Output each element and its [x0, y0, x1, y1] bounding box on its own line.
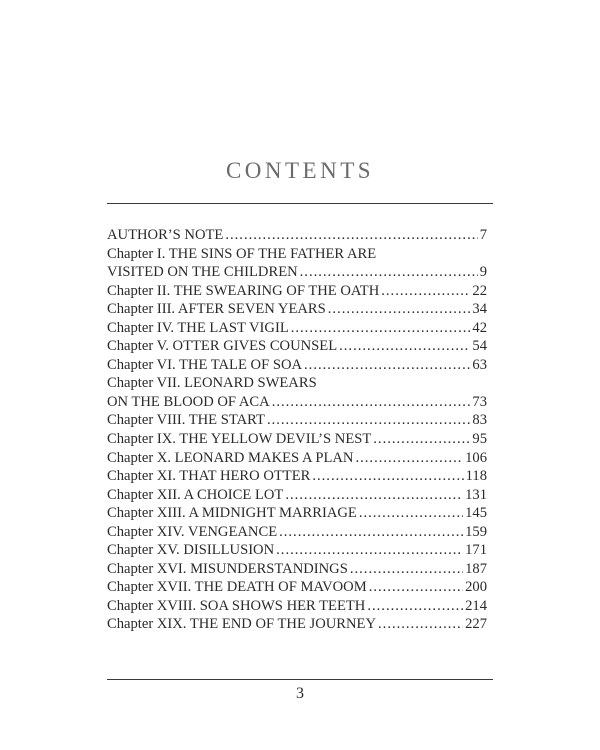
- toc-entry-page: 131: [465, 486, 487, 503]
- toc-entry-page: 118: [465, 468, 487, 485]
- toc-entry: [107, 449, 487, 468]
- toc-entry-page: 63: [472, 356, 487, 373]
- toc-entry: [107, 393, 487, 412]
- toc-entry: [107, 504, 487, 523]
- toc-line: [107, 337, 487, 356]
- toc-line: [107, 560, 487, 579]
- toc-entry-title: Chapter VII. LEONARD SWEARS: [107, 375, 317, 392]
- toc-line: [107, 393, 487, 412]
- table-of-contents: [107, 226, 487, 634]
- toc-entry: [107, 486, 487, 505]
- toc-entry-page: 42: [472, 319, 487, 336]
- dot-leader: [339, 337, 470, 356]
- toc-entry-page: 145: [465, 505, 487, 522]
- toc-line: [107, 467, 487, 486]
- toc-line: [107, 430, 487, 449]
- toc-entry: [107, 597, 487, 616]
- toc-entry: [107, 467, 487, 486]
- toc-line: [107, 541, 487, 560]
- toc-line: [107, 504, 487, 523]
- toc-entry: [107, 430, 487, 449]
- toc-line: [107, 615, 487, 634]
- toc-entry-title: AUTHOR’S NOTE: [107, 227, 224, 243]
- toc-entry-title: Chapter XII. A CHOICE LOT: [107, 486, 284, 503]
- toc-entry-title: Chapter XVIII. SOA SHOWS HER TEETH: [107, 597, 366, 614]
- toc-entry-page: 73: [472, 393, 487, 410]
- toc-entry-page: 22: [472, 282, 487, 299]
- toc-entry: [107, 282, 487, 301]
- page-title: CONTENTS: [225, 158, 375, 183]
- toc-entry: [107, 300, 487, 319]
- toc-entry-page: 7: [479, 227, 487, 243]
- toc-entry-title: Chapter IX. THE YELLOW DEVIL’S NEST: [107, 431, 372, 448]
- toc-entry-title: Chapter X. LEONARD MAKES A PLAN: [107, 449, 354, 466]
- toc-entry: [107, 615, 487, 634]
- dot-leader: [279, 523, 463, 542]
- toc-entry: [107, 411, 487, 430]
- toc-entry-title: Chapter XIII. A MIDNIGHT MARRIAGE: [107, 505, 357, 522]
- toc-entry-title: Chapter II. THE SWEARING OF THE OATH: [107, 282, 380, 299]
- dot-leader: [381, 282, 470, 301]
- toc-entry-title: Chapter IV. THE LAST VIGIL: [107, 319, 289, 336]
- dot-leader: [378, 615, 463, 634]
- toc-entry-page: 95: [472, 431, 487, 448]
- dot-leader: [225, 226, 477, 245]
- toc-entry: [107, 337, 487, 356]
- toc-line: [107, 597, 487, 616]
- toc-entry: [107, 319, 487, 338]
- toc-entry-title: ON THE BLOOD OF ACA: [107, 393, 270, 410]
- toc-entry-page: 83: [472, 412, 487, 429]
- dot-leader: [285, 486, 463, 505]
- toc-line: [107, 411, 487, 430]
- page-number: 3: [296, 685, 304, 702]
- toc-entry-title: Chapter XVII. THE DEATH OF MAVOOM: [107, 579, 367, 596]
- dot-leader: [367, 597, 463, 616]
- dot-leader: [328, 300, 471, 319]
- toc-entry-page: 34: [472, 301, 487, 318]
- dot-leader: [267, 411, 470, 430]
- dot-leader: [304, 356, 470, 375]
- toc-entry-title: Chapter V. OTTER GIVES COUNSEL: [107, 338, 338, 355]
- toc-entry-title: Chapter XI. THAT HERO OTTER: [107, 468, 311, 485]
- toc-line: [107, 263, 487, 282]
- bottom-rule: [107, 679, 493, 680]
- toc-entry-title: Chapter VIII. THE START: [107, 412, 265, 429]
- toc-entry-title: Chapter XIX. THE END OF THE JOURNEY: [107, 616, 377, 633]
- toc-line: [107, 319, 487, 338]
- dot-leader: [369, 578, 463, 597]
- toc-entry-title: VISITED ON THE CHILDREN: [107, 264, 298, 281]
- dot-leader: [373, 430, 470, 449]
- toc-line: [107, 300, 487, 319]
- toc-entry-page: 214: [465, 597, 487, 614]
- dot-leader: [355, 449, 463, 468]
- toc-entry: [107, 523, 487, 542]
- dot-leader: [272, 393, 471, 412]
- toc-entry-page: 54: [472, 338, 487, 355]
- toc-entry-page: 9: [479, 264, 487, 281]
- toc-entry: [107, 578, 487, 597]
- toc-entry-title: Chapter III. AFTER SEVEN YEARS: [107, 301, 326, 318]
- toc-entry-title: Chapter VI. THE TALE OF SOA: [107, 356, 303, 373]
- toc-entry-title: Chapter XVI. MISUNDERSTANDINGS: [107, 560, 348, 577]
- toc-entry: [107, 560, 487, 579]
- toc-entry-title: Chapter XIV. VENGEANCE: [107, 523, 278, 540]
- toc-entry: [107, 374, 487, 393]
- toc-entry: [107, 356, 487, 375]
- toc-line: [107, 282, 487, 301]
- dot-leader: [350, 560, 463, 579]
- toc-entry-page: 159: [465, 523, 487, 540]
- toc-line: [107, 356, 487, 375]
- toc-line: [107, 226, 487, 245]
- toc-entry-title: Chapter I. THE SINS OF THE FATHER ARE: [107, 245, 377, 262]
- top-rule: [107, 203, 493, 204]
- toc-entry: [107, 245, 487, 264]
- dot-leader: [359, 504, 463, 523]
- dot-leader: [312, 467, 463, 486]
- toc-line: [107, 523, 487, 542]
- toc-entry-page: 227: [465, 616, 487, 633]
- toc-entry-page: 171: [465, 542, 487, 559]
- toc-line: [107, 486, 487, 505]
- toc-entry: [107, 226, 487, 245]
- toc-entry-page: 187: [465, 560, 487, 577]
- toc-line: [107, 449, 487, 468]
- toc-entry: [107, 541, 487, 560]
- dot-leader: [300, 263, 478, 282]
- toc-entry-page: 200: [465, 579, 487, 596]
- dot-leader: [276, 541, 463, 560]
- dot-leader: [291, 319, 471, 338]
- toc-entry-title: Chapter XV. DISILLUSION: [107, 542, 275, 559]
- toc-line: [107, 578, 487, 597]
- toc-entry: [107, 263, 487, 282]
- toc-entry-page: 106: [465, 449, 487, 466]
